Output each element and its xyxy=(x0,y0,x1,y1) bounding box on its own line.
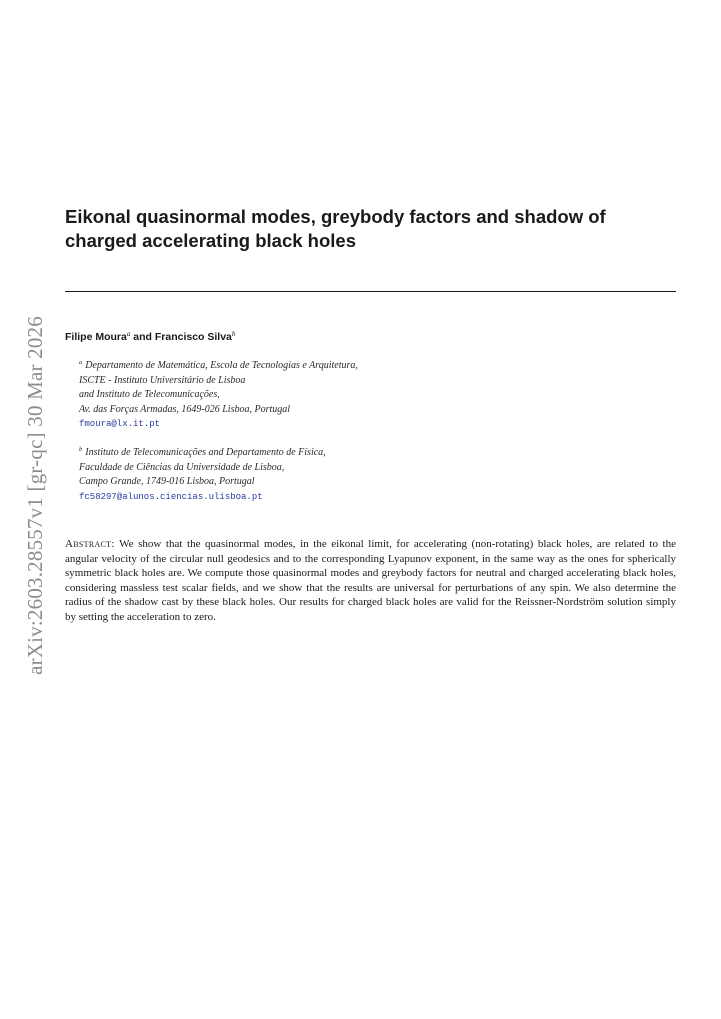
author-separator: and xyxy=(130,331,155,343)
affiliation-line: Faculdade de Ciências da Universidade de Lisboa, xyxy=(79,461,285,473)
affiliation-line: Av. das Forças Armadas, 1649-026 Lisboa, Portugal xyxy=(79,403,291,415)
affiliation-a xyxy=(79,359,358,432)
arxiv-identifier xyxy=(20,300,50,690)
arxiv-identifier-text: arXiv:2603.28557v1 [gr-qc] 30 Mar 2026 xyxy=(22,315,47,675)
abstract-text: We show that the quasinormal modes, in the eikonal limit, for accelerating (non-rotating) black holes, are related to the angular velocity of the circular null geodesics and to the corresponding Lyapunov exponent, in the same way as the ones for spherically symmetric black holes are. We compute those quasinormal modes and greybody factors for neutral and charged accelerating black holes, considering massless test scalar fields, and we show that the results are universal for perturbations of any spin. We also determine the radius of the shadow cast by these black holes. Our results for charged black holes are valid for the Reissner-Nordström solution simply by setting the acceleration to zero. xyxy=(65,538,676,623)
affiliation-line: ISCTE - Instituto Universitário de Lisboa xyxy=(79,374,246,386)
affiliation-line: Campo Grande, 1749-016 Lisboa, Portugal xyxy=(79,476,255,487)
affiliation-mark: b xyxy=(79,446,83,453)
email-link[interactable]: fc58297@alunos.ciencias.ulisboa.pt xyxy=(79,491,263,502)
author-affiliation-mark: b xyxy=(231,330,236,338)
title-divider xyxy=(65,291,676,292)
author-list xyxy=(65,330,235,344)
author-name: Filipe Moura xyxy=(65,331,127,343)
email-link[interactable]: fmoura@lx.it.pt xyxy=(79,419,161,429)
author-name: Francisco Silva xyxy=(154,331,232,343)
affiliation-line: $^a$ Departamento de Matemática, Escola de Tecnologias e Arquitetura, xyxy=(79,359,358,371)
affiliation-line: $^b$ Instituto de Telecomunicações and Departamento de Física, xyxy=(79,446,326,458)
author-affiliation-mark: a xyxy=(126,330,131,338)
paper-title: Eikonal quasinormal modes, greybody factors and shadow of charged accelerating black holes xyxy=(65,206,606,251)
affiliation-line: and Instituto de Telecomunicações, xyxy=(79,389,220,400)
affiliation-b xyxy=(79,446,326,504)
affiliation-mark: a xyxy=(79,359,83,366)
abstract xyxy=(65,537,676,624)
abstract-label: Abstract: xyxy=(65,538,115,550)
